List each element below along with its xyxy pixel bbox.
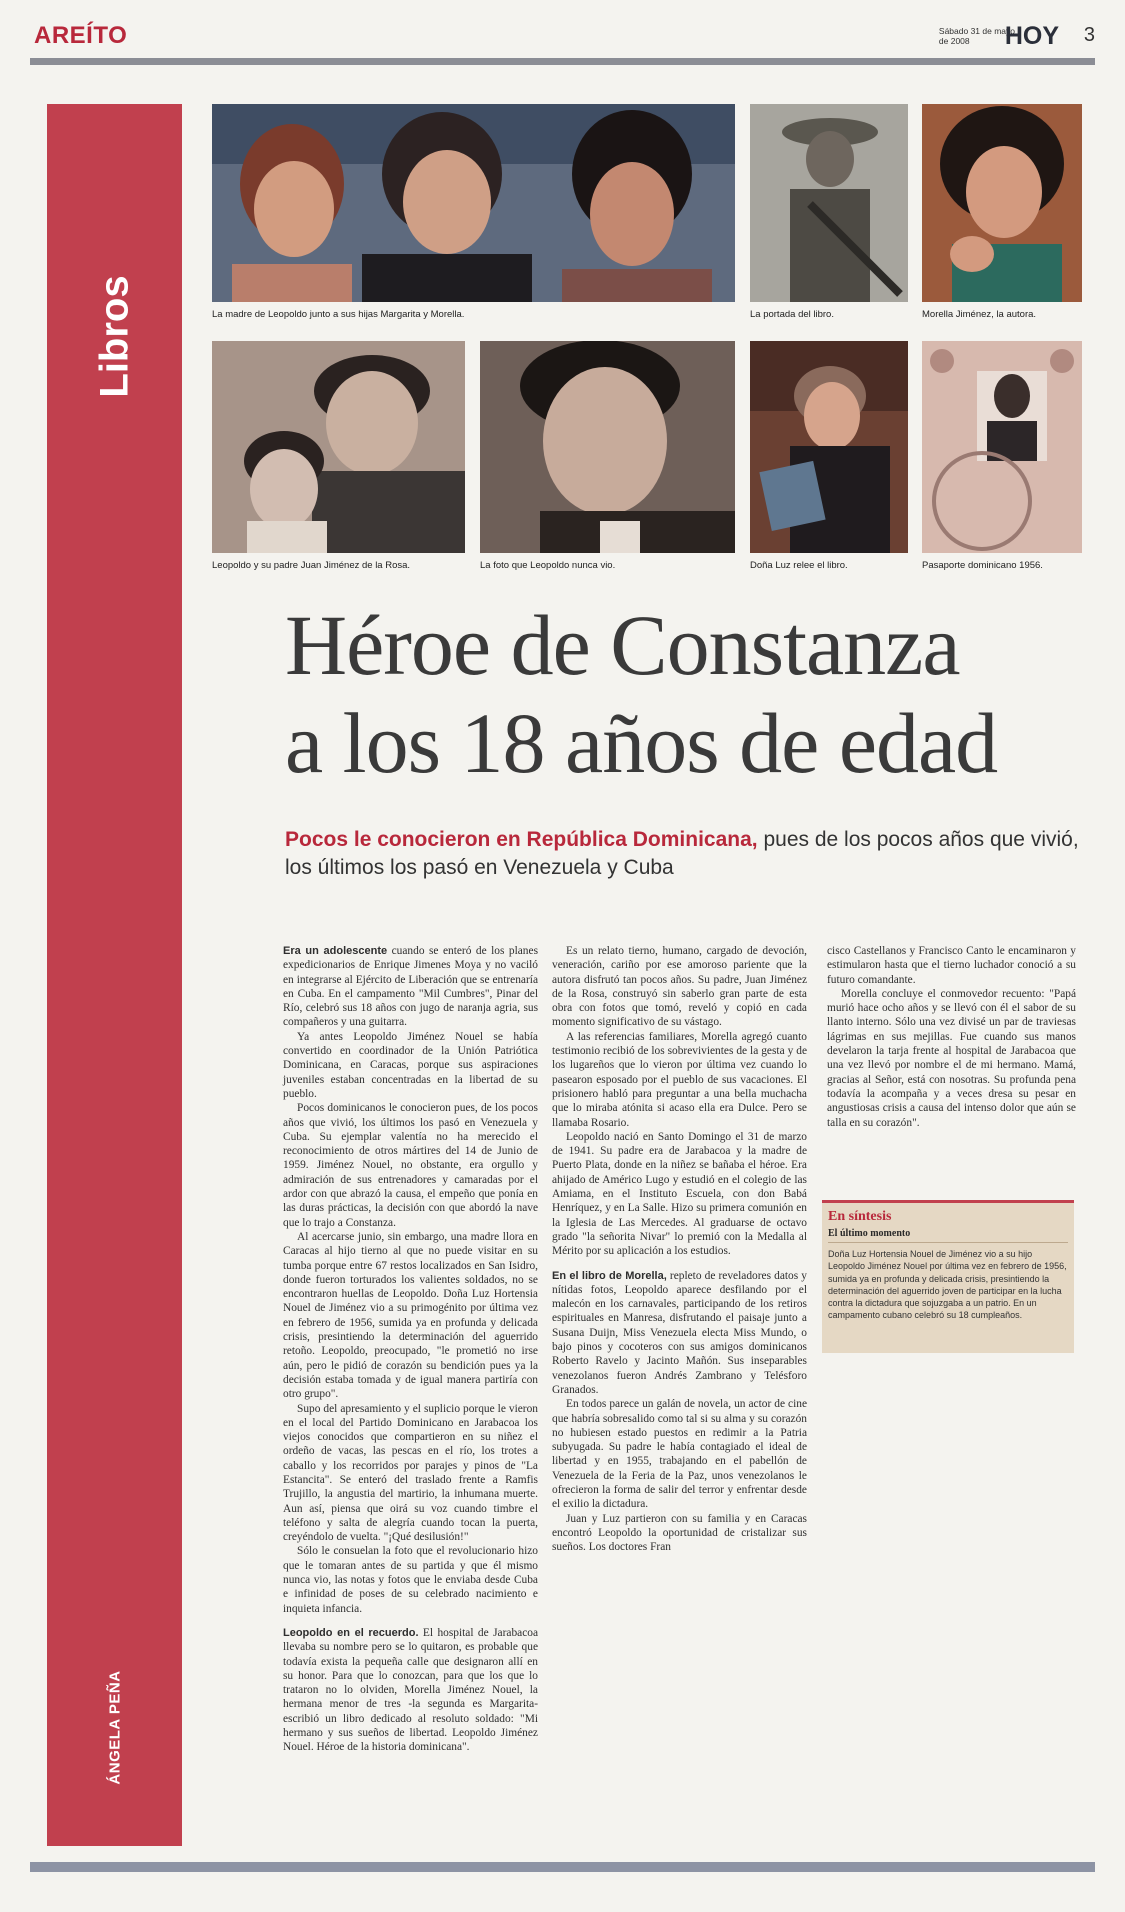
header-rule <box>30 58 1095 65</box>
subhead-lead: En el libro de Morella, <box>552 1269 667 1282</box>
paragraph: Sólo le consuelan la foto que el revolucionario hizo que le tomaran antes de su partida y que él mismo nunca vio, las notas y fotos que le enviaba desde Cuba e infinidad de poses de su celebrado nacimiento e inquieta infancia. <box>283 1545 538 1615</box>
date-line-1: Sábado 31 de mayo <box>938 26 1015 36</box>
article-deck <box>285 826 1085 882</box>
paragraph: Pocos dominicanos le conocieron pues, de los pocos años que vivió, los últimos los pasó en Venezuela y Cuba. Su ejemplar valentía no ha merecido el reconocimiento de otros mártires del 14 de Junio de 1959. Jiménez Nouel, no obstante, era orgullo y admiración de sus entrenadores y camaradas por el ardor con que abrazó la causa, el empeño que ponía en las duras prácticas, la decisión con que abordó la nave que lo trajo a Constanza. <box>283 1102 538 1229</box>
paragraph: Morella concluye el conmovedor recuento: "Papá murió hace ocho años y se llevó con él el sabor de su llanto interno. Sólo una vez divisé un par de traviesas lágrimas en sus mejillas. Fue cuando sus manos develaron la tarja frente al hospital de Jarabacoa que una vez llevó por nombre el de mi hermano. Mamá, gracias al Señor, está con nosotras. Su profunda pena todavía la acompaña y a veces dresa su pesar en angustiosas crisis a causa del intenso dolor que aún se talla en su corazón". <box>827 987 1076 1129</box>
section-tag: Libros <box>92 275 136 398</box>
paragraph: En todos parece un galán de novela, un actor de cine que habría sobresalido como tal si su alma y su corazón no hubiesen estado puestos en redimir a la Patria subyugada. Su padre le había contagiado el ideal de libertad y en 1955, trabajando en el pabellón de Venezuela de la Feria de la Paz, unos venezolanos le ofrecieron la forma de salir del terror y enfrentar desde el exilio la dictadura. <box>552 1398 807 1511</box>
paragraph <box>283 1626 538 1755</box>
footer-rule <box>30 1862 1095 1872</box>
author-byline: ÁNGELA PEÑA <box>106 1670 123 1785</box>
newspaper-logo: HOY <box>1004 22 1059 50</box>
dateline <box>939 26 1015 46</box>
paragraph-text: repleto de reveladores datos y nítidas fotos, Leopoldo aparece desfilando por el malecón en los carnavales, participando de los retiros espirituales en Manresa, disfrutando el paisaje junto a Susana Duijn, Miss Venezuela electa Miss Mundo, o bajo pinos y cocoteros con sus amigos dominicanos Roberto Ravelo y Jacinto Mañón. Sus inseparables venezolanos fueron Andrés Zambrano y Telésforo Granados. <box>552 1269 807 1396</box>
page-number: 3 <box>1083 24 1095 46</box>
article-headline <box>285 596 1085 792</box>
section-sidebar <box>47 104 182 1846</box>
paragraph: Al acercarse junio, sin embargo, una madre llora en Caracas al hijo tierno al que no puede visitar en su tumba porque entre 67 restos localizados en San Isidro, donde fueron torturados los valientes soldados, no se encontraron huellas de Leopoldo. Doña Luz Hortensia Nouel de Jiménez vio a su primogénito por última vez en febrero de 1956, sumida ya en profunda y delicada crisis, presintiendo la determinación del aguerrido retoño. Leopoldo, preocupado, "le prometió no irse aún, pero le pidió de corazón su bendición pues ya la decisión estaba tomada y de igual manera partiría con otro grupo". <box>283 1230 538 1401</box>
photo-leopoldo-father <box>212 341 465 553</box>
caption-dona-luz: Doña Luz relee el libro. <box>750 560 848 571</box>
caption-leopoldo-father: Leopoldo y su padre Juan Jiménez de la Rosa. <box>212 560 411 571</box>
paragraph-text: El hospital de Jarabacoa llevaba su nombre pero se lo quitaron, es probable que todavía exista la pequeña calle que designaron allí en su honor. Para que lo conozcan, para que los que lo trataron no lo olviden, Morella Jiménez Nouel, la hermana menor de tres -la segunda es Margarita- escribió un libro dedicado al resoluto soldado: "Mi hermano y sus sueños de libertad. Leopoldo Jiménez Nouel. Héroe de la historia dominicana". <box>283 1626 538 1754</box>
paragraph: Juan y Luz partieron con su familia y en Caracas encontró Leopoldo la oportunidad de cristalizar sus sueños. Los doctores Fran <box>552 1512 807 1554</box>
paragraph-lead: Era un adolescente <box>283 945 388 957</box>
deck-lead: Pocos le conocieron en República Dominicana, <box>285 828 758 851</box>
paragraph: Supo del apresamiento y el suplicio porque le vieron en el local del Partido Dominicano en Jarabacoa los viejos conocidos que compartieron en su niñez el ordeño de vacas, las pescas en el río, los trotes a caballo y los recorridos por parajes y pinos de "La Estancita". Se enteró del traslado frente a Ramfis Trujillo, la angustia del martirio, la inhumana muerte. Aun así, piensa que oirá su voz cuando timbre el teléfono y salta de alegría cuando tocan la puerta, creyéndolo de vuelta. "¡Qué desilusión!" <box>283 1402 538 1544</box>
page-header <box>30 18 1095 58</box>
headline-line-2: a los 18 años de edad <box>285 695 998 791</box>
caption-leopoldo-portrait: La foto que Leopoldo nunca vio. <box>480 560 616 571</box>
photo-dona-luz <box>750 341 908 553</box>
summary-subtitle: El último momento <box>828 1228 1068 1243</box>
caption-book-cover: La portada del libro. <box>750 309 834 320</box>
section-name: AREÍTO <box>34 22 128 49</box>
article-column-2 <box>552 944 807 1554</box>
photo-leopoldo-portrait <box>480 341 735 553</box>
paragraph: Leopoldo nació en Santo Domingo el 31 de marzo de 1941. Su padre era de Jarabacoa y la madre de Puerto Plata, donde en la niñez se bañaba el héroe. Era ahijado de Américo Lugo y estudió en el colegio de las Amiama, en el Instituto Escuela, con don Babá Henríquez, y en La Salle. Hizo su primera comunión en la Iglesia de Las Mercedes. Al graduarse de octavo grado "la señorita Nivar" lo premió con la Medalla al Mérito por su aplicación a los estudios. <box>552 1130 807 1258</box>
paragraph: Ya antes Leopoldo Jiménez Nouel se había convertido en coordinador de la Unión Patriótica Dominicana, en Caracas, porque sus aspiraciones juveniles estaban concentradas en la libertad de su pueblo. <box>283 1030 538 1100</box>
caption-author: Morella Jiménez, la autora. <box>922 309 1037 320</box>
summary-title: En síntesis <box>828 1209 892 1224</box>
paragraph <box>283 944 538 1030</box>
paragraph: Es un relato tierno, humano, cargado de devoción, veneración, cariño por ese amoroso pariente que la autora disfrutó tan pocos años. Su padre, Juan Jiménez de la Rosa, construyó sin saberlo gran parte de esta obra con fotos que tomó, reveló y copió en cada momento significativo de su vástago. <box>552 945 807 1029</box>
date-line-2: de 2008 <box>938 36 970 46</box>
photo-author <box>922 104 1082 302</box>
deck-rest: pues de los pocos años que vivió, los últimos los pasó en Venezuela y Cuba <box>285 828 1079 879</box>
photo-family <box>212 104 735 302</box>
photo-passport <box>922 341 1082 553</box>
caption-family: La madre de Leopoldo junto a sus hijas Margarita y Morella. <box>212 309 465 320</box>
paragraph: cisco Castellanos y Francisco Canto le encaminaron y estimularon hasta que el tierno luchador conoció a su futuro comandante. <box>827 945 1076 986</box>
subhead-lead: Leopoldo en el recuerdo. <box>283 1626 419 1639</box>
paragraph <box>552 1269 807 1398</box>
photo-book-cover <box>750 104 908 302</box>
caption-passport: Pasaporte dominicano 1956. <box>922 560 1043 571</box>
headline-line-1: Héroe de Constanza <box>285 597 960 693</box>
paragraph-text: cuando se enteró de los planes expedicionarios de Enrique Jimenes Moya y no vaciló en integrarse al Ejército de Liberación que se entrenaría en Cuba. En el campamento "Mil Cumbres", Pinar del Río, celebró sus 18 años con jugo de naranja agria, sus compañeros y una guitarra. <box>283 945 538 1029</box>
summary-box <box>822 1200 1074 1353</box>
article-column-1 <box>283 944 538 1755</box>
article-column-3 <box>827 944 1076 1130</box>
paragraph: A las referencias familiares, Morella agregó cuanto testimonio recibió de los sobrevivientes de la gesta y de los lugareños que lo vieron por última vez cuando lo pasearon esposado por el pueblo de sus vacaciones. El prisionero habló para preguntar a una bella muchacha que lo miraba atónita si acaso ella era Dulce. Pero se llamaba Rosario. <box>552 1030 807 1129</box>
summary-text: Doña Luz Hortensia Nouel de Jiménez vio a su hijo Leopoldo Jiménez Nouel por última vez en febrero de 1956, sumida ya en profunda y delicada crisis, presintiendo la determinación del aguerrido joven de participar en la lucha contra la dictadura que sojuzgaba a un patrio. En un campamento cubano celebró su 18 cumpleaños. <box>828 1249 1067 1321</box>
